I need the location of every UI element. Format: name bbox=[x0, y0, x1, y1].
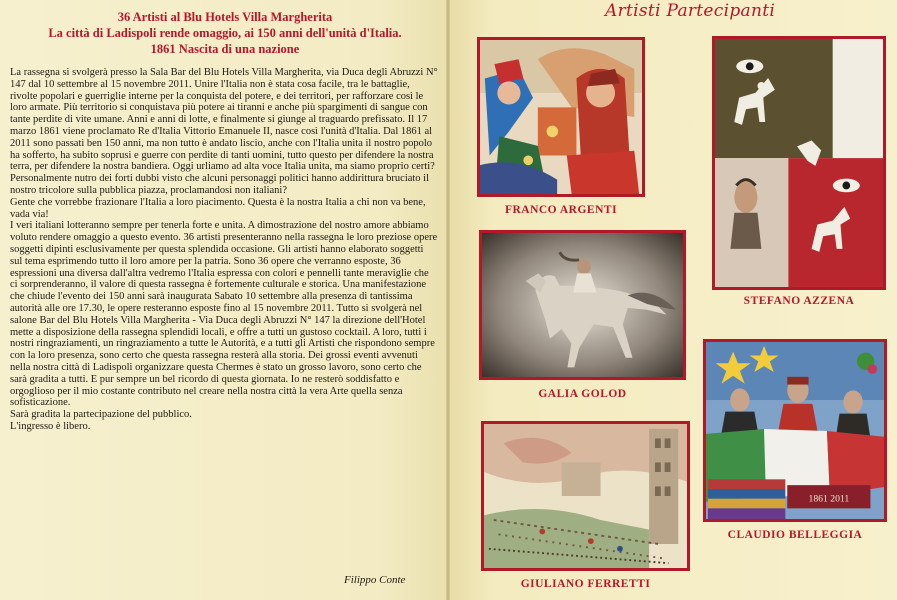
artist-name-giuliano-ferretti: GIULIANO FERRETTI bbox=[520, 578, 651, 590]
painting-inscription: 1861 2011 bbox=[808, 493, 850, 505]
painting-eye-horse-image bbox=[715, 39, 883, 287]
painting-figures-image bbox=[480, 40, 642, 194]
artist-name-stefano-azzena: STEFANO AZZENA bbox=[743, 295, 855, 307]
headline-line-2: La città di Ladispoli rende omaggio, ai 150 anni dell'unità d'Italia. bbox=[48, 26, 402, 40]
painting-galia-golod bbox=[479, 230, 686, 380]
painting-horse-rider-image bbox=[482, 233, 683, 377]
page-fold bbox=[446, 0, 450, 600]
painting-battle-city-image bbox=[484, 424, 687, 568]
artist-name-claudio-belleggia: CLAUDIO BELLEGGIA bbox=[727, 529, 863, 541]
painting-portraits-flag-image bbox=[706, 342, 884, 519]
painting-claudio-belleggia bbox=[703, 339, 887, 522]
artist-name-franco-argenti: FRANCO ARGENTI bbox=[504, 204, 618, 216]
section-title: Artisti Partecipanti bbox=[605, 1, 776, 21]
painting-franco-argenti bbox=[477, 37, 645, 197]
headline-line-1: 36 Artisti al Blu Hotels Villa Margherita bbox=[117, 10, 333, 24]
headline-line-3: 1861 Nascita di una nazione bbox=[150, 42, 300, 56]
body-paragraph: I veri italiani lotteranno sempre per tenerla forte e unita. A dimostrazione del nostro amore abbiamo voluto rendere omaggio a questo evento. 36 artisti presenteranno nella rassegna le loro preziose opere soggetti dipinti esclusivamente per questa splendida occasione. Gli artisti hanno elaborato soggetti sul tema esprimendo tutto il loro amore per la patria. Sono 36 opere che verranno esposte, 36 espressioni una diversa dall'altra vedremo l'Italia espressa con colori e pennelli tante meraviglie che ci sorprenderanno, il valore di questa rassegna è fortemente culturale e storica. Una manifestazione che chiude l'evento dei 150 anni sarà inaugurata Sabato 10 settembre alla presenza di tantissima autorità alle ore 17.30, le opere resteranno esposte fino al 15 novembre 2011. Tutto si svolgerà nel salone Bar del Blu Hotels Villa Margherita - Via Duca degli Abruzzi N° 147 la direzione dell'Hotel mette a disposizione della rassegna splendidi locali, e offre a tutti un gustoso cocktail. A loro, tutti i nostri ringraziamenti, un ringraziamento a tutte le Autorità, e a tutti gli Artisti che rispondono sempre con la loro presenza, sono certo che questa rassegna resterà alla storia. Dei grossi eventi avvenuti nella nostra città di Ladispoli organizzare questa Chermes è stato un grosso lavoro, sono certo che sarà gradita a tutti. E pur sempre un bel ricordo di questa giornata. Io ne resterò soddisfatto e orgoglioso per il mio costante contributo nel creare nella nostra città la vera Arte quella senza sofisticazione. bbox=[10, 220, 438, 409]
body-paragraph: L'ingresso è libero. bbox=[10, 420, 91, 432]
body-paragraph: Sarà gradita la partecipazione del pubblico. bbox=[10, 409, 192, 421]
article-body bbox=[10, 67, 438, 433]
painting-giuliano-ferretti bbox=[481, 421, 690, 571]
artist-name-galia-golod: GALIA GOLOD bbox=[538, 388, 627, 400]
body-paragraph: La rassegna si svolgerà presso la Sala Bar del Blu Hotels Villa Margherita, via Duca degli Abruzzi N° 147 dal 10 settembre al 15 novembre 2011. Unire l'Italia non è stata cosa facile, tra le battaglie, rivolte popolari e guerriglie interne per la conquista del potere, e dei territori, per rafforzare così le loro armate. Più territorio si conquistava più potere ai tiranni e anche più spargimenti di sangue con tante perdite di vite umane. Anni e anni di lotte, e finalmente si giunge al traguardo prefissato. Il 17 marzo 1861 viene proclamato Re d'Italia Vittorio Emanuele II, nasce così l'unità d'Italia. Dal 1861 al 2011 sono passati ben 150 anni, ma non tutto è andato liscio, anche con l'Italia unita il nostro popolo ha sofferto, ha subito soprusi e guerre con perdite di tanti uomini, tutto questo per difendere la nostra terra, per difendere la nostra bandiera. Oggi urliamo ad alta voce Italia unita, ma siamo proprio certi? bbox=[10, 67, 438, 173]
body-paragraph: Personalmente nutro dei forti dubbi visto che alcuni personaggi politici hanno addirittura bruciato il nostro tricolore sulla pubblica piazza, proclamandosi non italiani? bbox=[10, 173, 430, 196]
body-paragraph: Gente che vorrebbe frazionare l'Italia a loro piacimento. Questa è la nostra Italia a chi non va bene, vada via! bbox=[10, 196, 426, 220]
author-signature: Filippo Conte bbox=[344, 574, 406, 586]
painting-stefano-azzena bbox=[712, 36, 886, 290]
article-headline bbox=[20, 9, 430, 57]
